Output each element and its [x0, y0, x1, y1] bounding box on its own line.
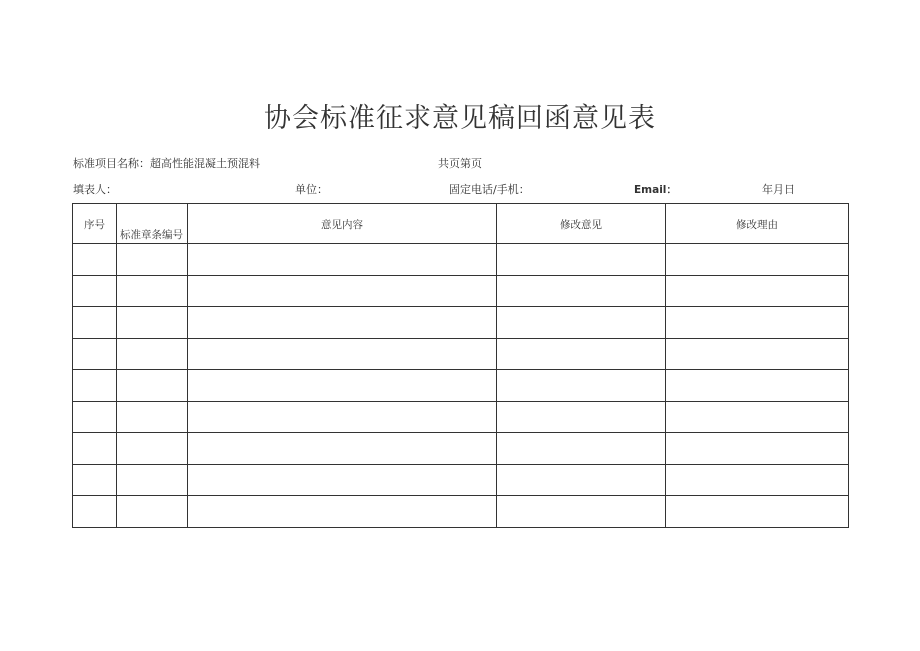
header-revision-label: 修改意见: [560, 219, 602, 231]
cell-serial[interactable]: [73, 496, 117, 528]
table-row: [73, 338, 849, 370]
cell-opinion[interactable]: [188, 244, 497, 276]
header-serial-label: 序号: [84, 219, 105, 231]
cell-revision[interactable]: [497, 433, 666, 465]
cell-clause[interactable]: [117, 338, 188, 370]
cell-serial[interactable]: [73, 433, 117, 465]
filler-label: 填表人：: [73, 183, 117, 196]
cell-opinion[interactable]: [188, 464, 497, 496]
cell-opinion[interactable]: [188, 275, 497, 307]
cell-reason[interactable]: [666, 244, 849, 276]
cell-reason[interactable]: [666, 338, 849, 370]
cell-clause[interactable]: [117, 370, 188, 402]
table-body: [73, 244, 849, 528]
cell-revision[interactable]: [497, 338, 666, 370]
table-row: [73, 244, 849, 276]
table-row: [73, 307, 849, 339]
header-revision: [497, 204, 666, 244]
table-row: [73, 401, 849, 433]
unit-label: 单位：: [295, 183, 328, 196]
cell-opinion[interactable]: [188, 496, 497, 528]
header-clause: [117, 204, 188, 244]
cell-revision[interactable]: [497, 464, 666, 496]
cell-clause[interactable]: [117, 401, 188, 433]
cell-revision[interactable]: [497, 370, 666, 402]
cell-serial[interactable]: [73, 338, 117, 370]
project-name-label: 标准项目名称：超高性能混凝土预混料: [73, 157, 260, 170]
cell-opinion[interactable]: [188, 338, 497, 370]
cell-reason[interactable]: [666, 307, 849, 339]
table-row: [73, 275, 849, 307]
header-reason-label: 修改理由: [736, 219, 778, 231]
cell-clause[interactable]: [117, 496, 188, 528]
cell-revision[interactable]: [497, 275, 666, 307]
table-row: [73, 464, 849, 496]
table-header-row: [73, 204, 849, 244]
form-title: 协会标准征求意见稿回函意见表: [264, 103, 656, 134]
cell-clause[interactable]: [117, 464, 188, 496]
cell-opinion[interactable]: [188, 370, 497, 402]
cell-reason[interactable]: [666, 464, 849, 496]
cell-revision[interactable]: [497, 244, 666, 276]
cell-reason[interactable]: [666, 275, 849, 307]
cell-opinion[interactable]: [188, 307, 497, 339]
cell-serial[interactable]: [73, 464, 117, 496]
cell-serial[interactable]: [73, 401, 117, 433]
cell-reason[interactable]: [666, 433, 849, 465]
cell-reason[interactable]: [666, 496, 849, 528]
date-label: 年月日: [762, 183, 795, 196]
table-row: [73, 433, 849, 465]
email-label: Email：: [634, 184, 677, 196]
cell-revision[interactable]: [497, 496, 666, 528]
cell-reason[interactable]: [666, 370, 849, 402]
cell-opinion[interactable]: [188, 433, 497, 465]
phone-label: 固定电话/手机：: [449, 183, 530, 196]
cell-serial[interactable]: [73, 370, 117, 402]
cell-revision[interactable]: [497, 401, 666, 433]
cell-clause[interactable]: [117, 307, 188, 339]
opinion-table: [72, 203, 849, 528]
cell-revision[interactable]: [497, 307, 666, 339]
cell-reason[interactable]: [666, 401, 849, 433]
header-opinion: [188, 204, 497, 244]
header-opinion-label: 意见内容: [321, 219, 363, 231]
header-serial: [73, 204, 117, 244]
page-count-label: 共页第页: [438, 157, 482, 170]
cell-serial[interactable]: [73, 307, 117, 339]
cell-clause[interactable]: [117, 275, 188, 307]
cell-serial[interactable]: [73, 275, 117, 307]
header-clause-label: 标准章条编号: [120, 229, 183, 241]
cell-clause[interactable]: [117, 244, 188, 276]
table-row: [73, 370, 849, 402]
header-reason: [666, 204, 849, 244]
cell-clause[interactable]: [117, 433, 188, 465]
cell-opinion[interactable]: [188, 401, 497, 433]
table-row: [73, 496, 849, 528]
cell-serial[interactable]: [73, 244, 117, 276]
